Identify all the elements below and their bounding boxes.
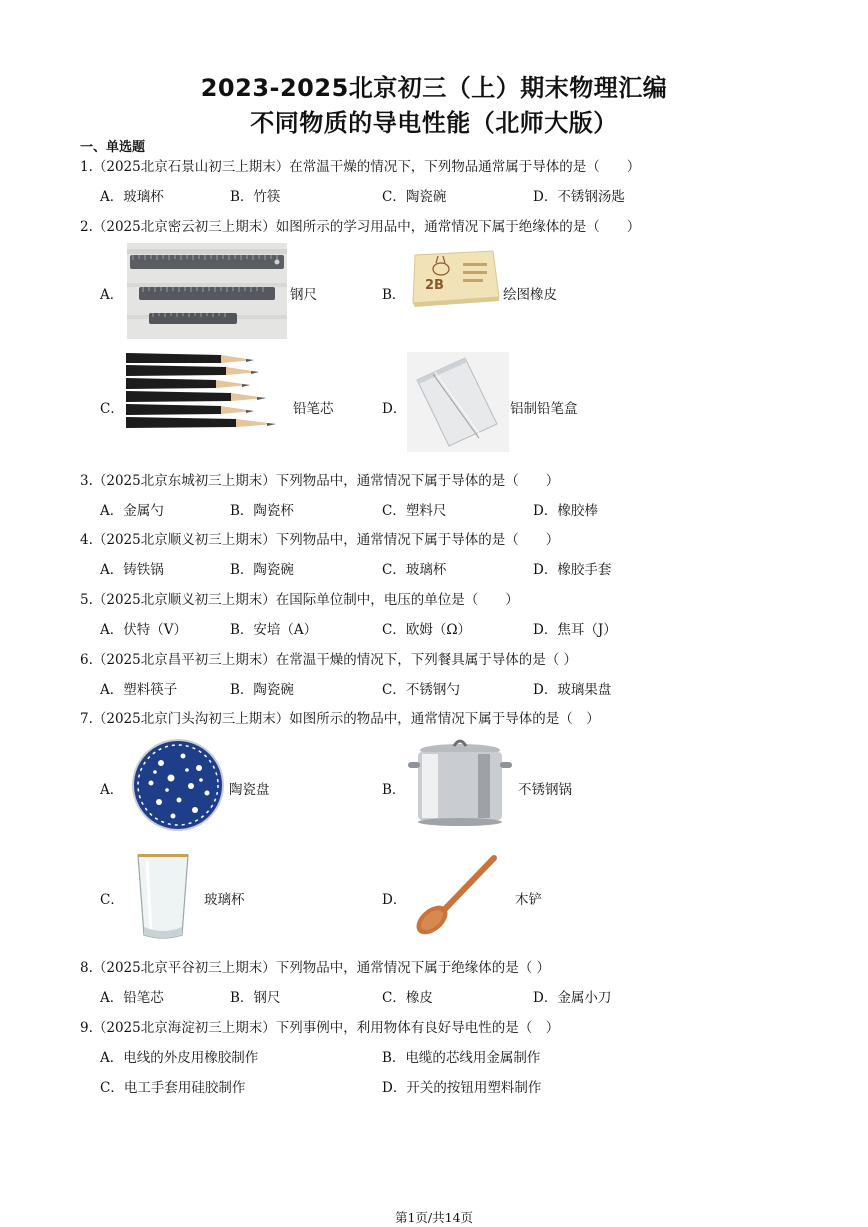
question-3-stem: 3.（2025北京东城初三上期末）下列物品中，通常情况下属于导体的是（ ） [80, 473, 560, 489]
question-7-label-a: 陶瓷盘 [229, 782, 270, 798]
page-subtitle: 不同物质的导电性能（北师大版） [250, 109, 618, 137]
question-5-option-d: D．焦耳（J） [533, 622, 617, 638]
question-2-label-a: 钢尺 [290, 287, 317, 303]
question-2-option-d: D． [382, 401, 407, 417]
question-9-option-b: B．电缆的芯线用金属制作 [382, 1050, 541, 1066]
question-7-option-c: C． [100, 892, 124, 908]
question-7-option-d: D． [382, 892, 407, 908]
question-8-stem: 8.（2025北京平谷初三上期末）下列物品中，通常情况下属于绝缘体的是（ ） [80, 960, 551, 976]
question-7-label-d: 木铲 [515, 892, 542, 908]
ceramic-plate-image [131, 738, 225, 832]
question-4-option-c: C．玻璃杯 [382, 562, 447, 578]
question-5-option-b: B．安培（A） [230, 622, 318, 638]
page-footer: 第1页/共14页 [394, 1210, 474, 1225]
question-5-stem: 5.（2025北京顺义初三上期末）在国际单位制中，电压的单位是（ ） [80, 592, 519, 608]
question-7-label-b: 不锈钢锅 [518, 782, 572, 798]
question-5-option-a: A．伏特（V） [100, 622, 187, 638]
question-9-stem: 9.（2025北京海淀初三上期末）下列事例中，利用物体有良好导电性的是（ ） [80, 1020, 560, 1036]
question-7-label-c: 玻璃杯 [204, 892, 245, 908]
question-1-option-d: D．不锈钢汤匙 [533, 189, 625, 205]
question-5-option-c: C．欧姆（Ω） [382, 622, 472, 638]
question-7-option-b: B． [382, 782, 406, 798]
question-3-option-a: A．金属勺 [100, 503, 164, 519]
question-2-option-b: B． [382, 287, 406, 303]
question-7-option-a: A． [100, 782, 124, 798]
question-3-option-b: B．陶瓷杯 [230, 503, 294, 519]
question-9-option-d: D．开关的按钮用塑料制作 [382, 1080, 542, 1096]
question-8-option-c: C．橡皮 [382, 990, 433, 1006]
question-2-option-c: C． [100, 401, 124, 417]
question-3-option-c: C．塑料尺 [382, 503, 447, 519]
question-1-option-a: A．玻璃杯 [100, 189, 164, 205]
section-heading: 一、单选题 [80, 140, 146, 155]
question-8-option-d: D．金属小刀 [533, 990, 612, 1006]
question-2-label-c: 铅笔芯 [293, 401, 334, 417]
eraser-image [407, 245, 501, 309]
question-2-stem: 2.（2025北京密云初三上期末）如图所示的学习用品中，通常情况下属于绝缘体的是（ ） [80, 219, 641, 235]
glass-cup-image [135, 851, 191, 941]
page-title: 2023-2025北京初三（上）期末物理汇编 [200, 74, 668, 102]
question-3-option-d: D．橡胶棒 [533, 503, 598, 519]
question-6-option-d: D．玻璃果盘 [533, 682, 612, 698]
question-6-stem: 6.（2025北京昌平初三上期末）在常温干燥的情况下，下列餐具属于导体的是（ ） [80, 652, 578, 668]
question-4-option-d: D．橡胶手套 [533, 562, 612, 578]
question-2-label-b: 绘图橡皮 [503, 287, 557, 303]
question-7-stem: 7.（2025北京门头沟初三上期末）如图所示的物品中，通常情况下属于导体的是（ ） [80, 711, 600, 727]
question-6-option-a: A．塑料筷子 [100, 682, 178, 698]
question-2-label-d: 铝制铅笔盒 [510, 401, 578, 417]
question-4-stem: 4.（2025北京顺义初三上期末）下列物品中，通常情况下属于导体的是（ ） [80, 532, 560, 548]
question-2-option-a: A． [100, 287, 124, 303]
question-6-option-b: B．陶瓷碗 [230, 682, 294, 698]
question-6-option-c: C．不锈钢勺 [382, 682, 460, 698]
question-8-option-b: B．钢尺 [230, 990, 281, 1006]
question-4-option-a: A．铸铁锅 [100, 562, 164, 578]
question-1-option-c: C．陶瓷碗 [382, 189, 447, 205]
question-1-option-b: B．竹筷 [230, 189, 281, 205]
question-8-option-a: A．铅笔芯 [100, 990, 164, 1006]
pencils-image [126, 351, 286, 437]
question-1-stem: 1.（2025北京石景山初三上期末）在常温干燥的情况下，下列物品通常属于导体的是（ ） [80, 159, 641, 175]
wooden-spatula-image [410, 852, 500, 936]
aluminum-pencil-box-image [407, 352, 509, 452]
question-9-option-a: A．电线的外皮用橡胶制作 [100, 1050, 259, 1066]
question-4-option-b: B．陶瓷碗 [230, 562, 294, 578]
steel-ruler-image [127, 243, 287, 339]
eraser-text: 2B [425, 278, 444, 293]
stainless-steel-pot-image [408, 738, 512, 830]
question-9-option-c: C．电工手套用硅胶制作 [100, 1080, 246, 1096]
